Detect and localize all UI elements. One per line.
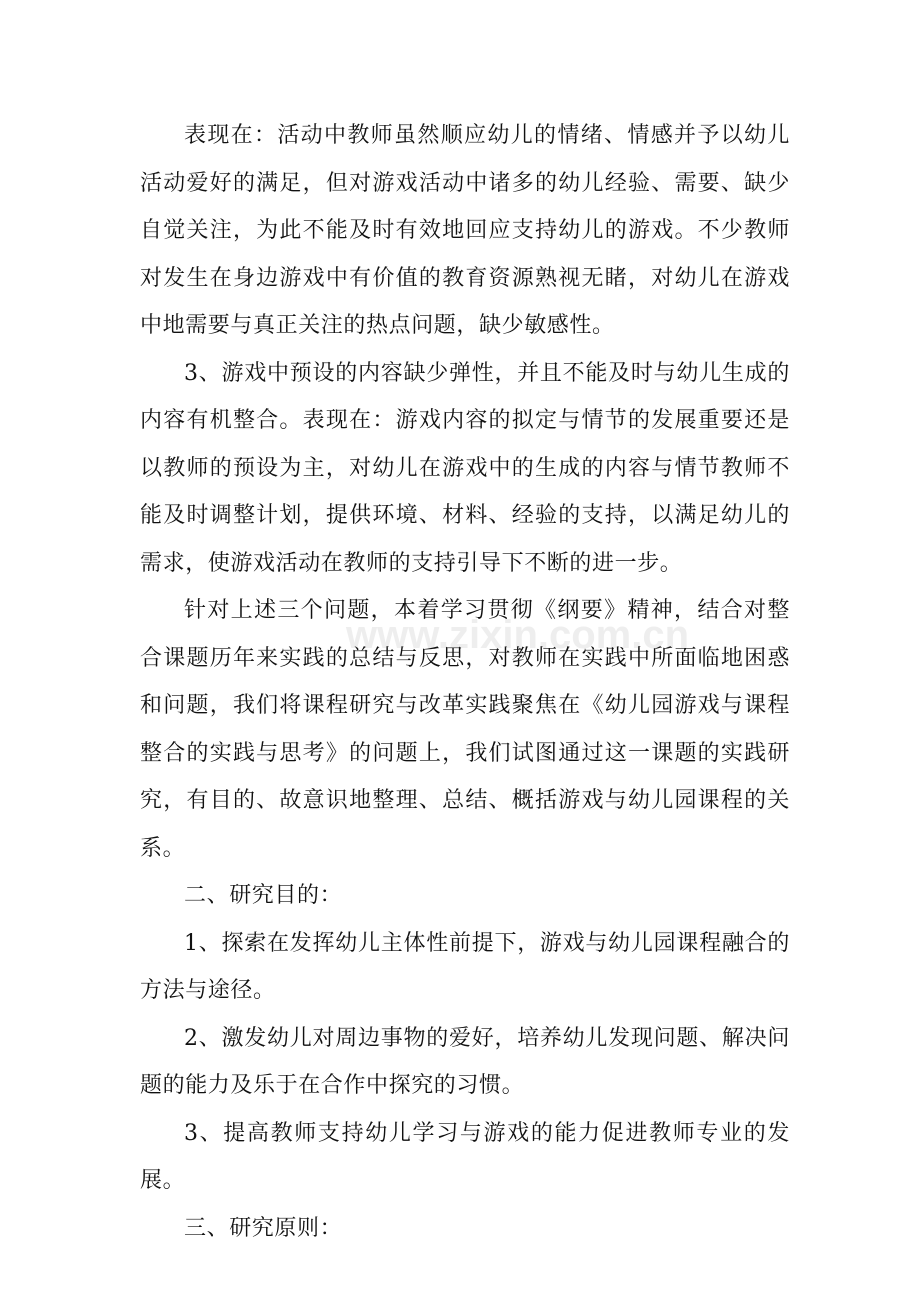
heading-research-principles: 三、研究原则： xyxy=(184,1215,343,1241)
purpose-item-2: 2、激发幼儿对周边事物的爱好，培养幼儿发现问题、解决问题的能力及乐于在合作中探究的习惯。 xyxy=(140,1025,790,1098)
purpose-item-3: 3、提高教师支持幼儿学习与游戏的能力促进教师专业的发展。 xyxy=(140,1120,790,1193)
paragraph-preset-content: 3、游戏中预设的内容缺少弹性，并且不能及时与幼儿生成的内容有机整合。表现在：游戏内容的拟定与情节的发展重要还是以教师的预设为主，对幼儿在游戏中的生成的内容与情节教师不能及时调整计划，提供环境、材料、经验的支持，以满足幼儿的需求，使游戏活动在教师的支持引导下不断的进一步。 xyxy=(140,360,790,576)
paragraph-performance: 表现在：活动中教师虽然顺应幼儿的情绪、情感并予以幼儿活动爱好的满足，但对游戏活动中诸多的幼儿经验、需要、缺少自觉关注，为此不能及时有效地回应支持幼儿的游戏。不少教师对发生在身边游戏中有价值的教育资源熟视无睹，对幼儿在游戏中地需要与真正关注的热点问题，缺少敏感性。 xyxy=(140,123,790,338)
document-body xyxy=(140,112,790,1252)
paragraph-three-problems: 针对上述三个问题，本着学习贯彻《纲要》精神，结合对整合课题历年来实践的总结与反思，对教师在实践中所面临地困惑和问题，我们将课程研究与改革实践聚焦在《幼儿园游戏与课程整合的实践与思考》的问题上，我们试图通过这一课题的实践研究，有目的、故意识地整理、总结、概括游戏与幼儿园课程的关系。 xyxy=(140,598,790,861)
watermark-text: www.zixin.com.cn xyxy=(346,613,690,657)
heading-research-purpose: 二、研究目的： xyxy=(184,883,343,908)
purpose-item-1: 1、探索在发挥幼儿主体性前提下，游戏与幼儿园课程融合的方法与途径。 xyxy=(140,930,790,1003)
